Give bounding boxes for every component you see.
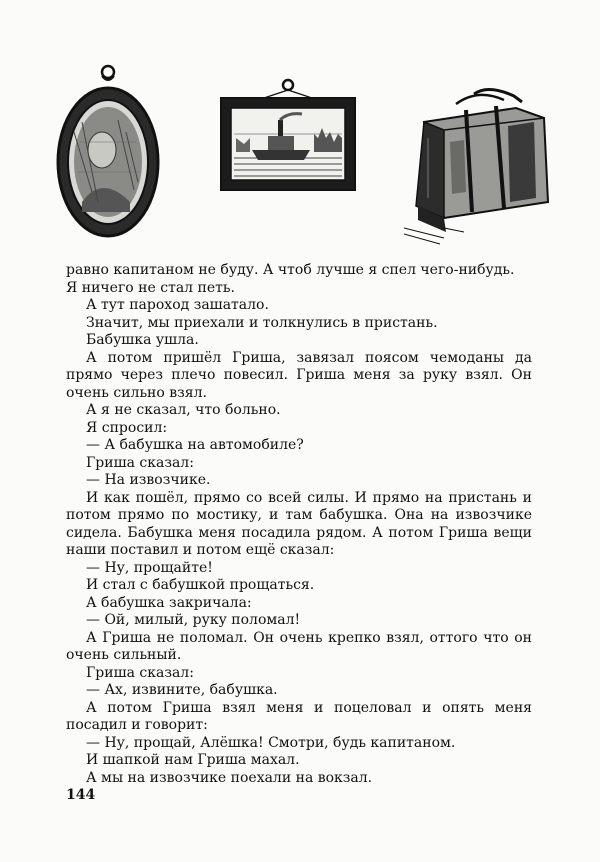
paragraph: А потом Гриша взял меня и поцеловал и опять меня посадил и говорит: (66, 699, 532, 733)
paragraph: Я ничего не стал петь. (66, 279, 235, 296)
paragraph: А тут пароход зашатало. (86, 297, 269, 313)
page-number: 144 (66, 787, 96, 803)
paragraph: А Гриша не поломал. Он очень крепко взял, оттого что он очень сильный. (66, 629, 532, 663)
paragraph: И стал с бабушкой прощаться. (86, 577, 315, 593)
framed-steamship-illustration (218, 78, 358, 194)
paragraph: Я спросил: (86, 419, 168, 436)
paragraph: А мы на извозчике поехали на вокзал. (86, 769, 373, 786)
paragraph: А я не сказал, что больно. (86, 402, 281, 418)
dialogue-line: — На извозчике. (86, 472, 211, 488)
strapped-suitcases-illustration (404, 82, 554, 248)
paragraph: И шапкой нам Гриша махал. (86, 752, 300, 768)
paragraph: И как пошёл, прямо со всей силы. И прямо на пристань и потом прямо по мостику, и там бабушка. Она на извозчике сидела. Бабушка меня посадила рядом. А потом Гриша вещи наши поставил и потом ещё сказал: (66, 489, 532, 558)
dialogue-line: — А бабушка на автомобиле? (86, 437, 304, 453)
paragraph: Бабушка ушла. (86, 332, 199, 348)
dialogue-line: — Ой, милый, руку поломал! (86, 612, 301, 628)
dialogue-line: — Ну, прощайте! (86, 559, 213, 576)
dialogue-line: — Ну, прощай, Алёшка! Смотри, будь капитаном. (86, 734, 456, 751)
paragraph: Гриша сказал: (86, 454, 194, 471)
paragraph: А бабушка закричала: (86, 594, 252, 611)
paragraph: А потом пришёл Гриша, завязал поясом чемоданы да прямо через плечо повесил. Гриша меня за руку взял. Он очень сильно взял. (66, 349, 532, 401)
dialogue-line: — Ах, извините, бабушка. (86, 682, 278, 698)
oval-portrait-frame-illustration (52, 62, 164, 242)
story-text (66, 262, 532, 787)
paragraph: равно капитаном не буду. А чтоб лучше я спел чего-нибудь. (66, 262, 515, 278)
paragraph: Значит, мы приехали и толкнулись в пристань. (86, 314, 438, 331)
paragraph: Гриша сказал: (86, 664, 194, 681)
